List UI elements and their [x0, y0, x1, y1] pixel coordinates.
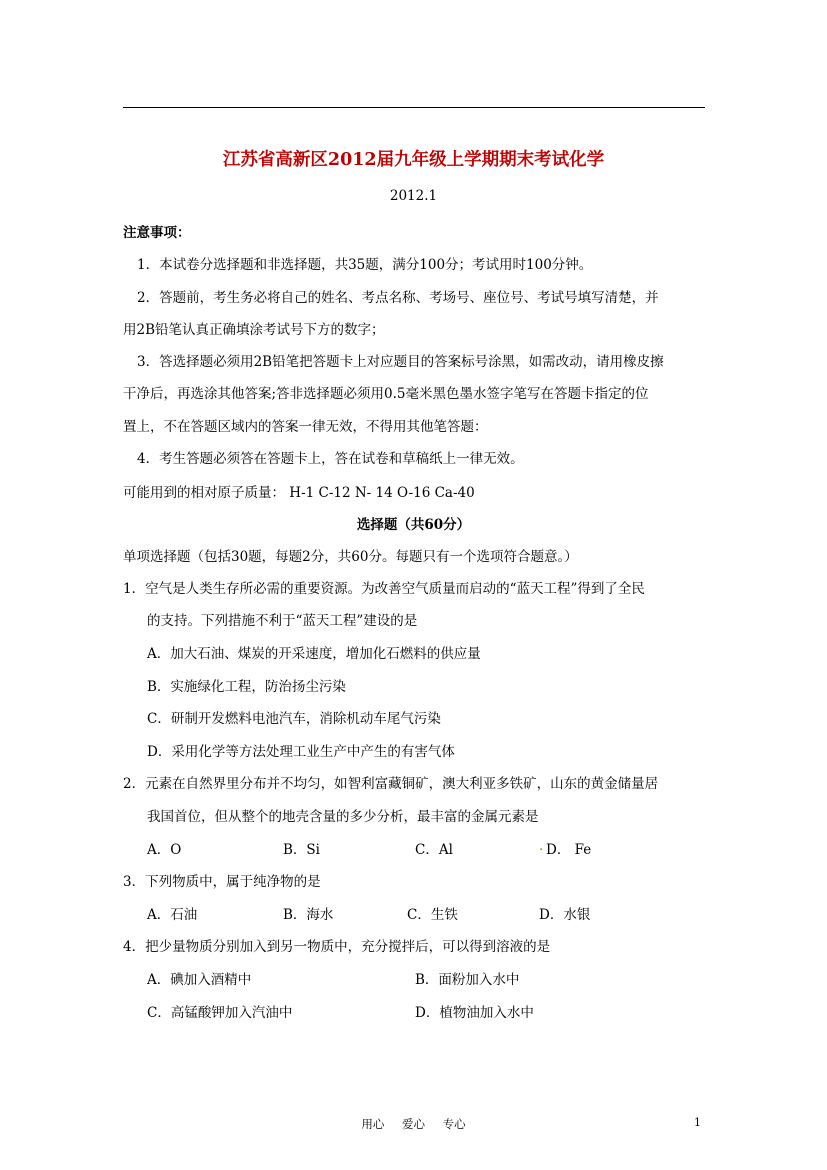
notice-line: 置上，不在答题区域内的答案一律无效，不得用其他笔答题： [123, 419, 488, 435]
section-intro: 单项选择题（包括30题，每题2分，共60分。每题只有一个选项符合题意。） [123, 549, 578, 565]
page-number: 1 [694, 1116, 701, 1129]
question-3-option-b: B．海水 [283, 907, 334, 923]
question-2-option-a: A．O [147, 842, 182, 858]
question-4-stem: 4．把少量物质分别加入到另一物质中，充分搅拌后，可以得到溶液的是 [123, 939, 551, 955]
question-4-option-b: B．面粉加入水中 [415, 972, 520, 988]
question-4-option-a: A．碘加入酒精中 [147, 972, 252, 988]
question-3-option-c: C．生铁 [407, 907, 458, 923]
question-1-stem: 的支持。下列措施不利于“蓝天工程”建设的是 [147, 613, 418, 629]
notice-line: 干净后，再选涂其他答案;答非选择题必须用0.5毫米黑色墨水签字笔写在答题卡指定的位 [123, 386, 649, 402]
page-footer [0, 1116, 827, 1132]
question-2-stem: 2．元素在自然界里分布并不均匀，如智利富藏铜矿，澳大利亚多铁矿，山东的黄金储量居 [123, 776, 659, 792]
footer-text: 专心 [442, 1117, 466, 1131]
question-2-option-b: B．Si [283, 842, 320, 858]
section-title: 选择题（共60分） [356, 517, 471, 533]
question-3-option-a: A．石油 [147, 907, 198, 923]
question-2-option-d: D． Fe [546, 842, 592, 858]
question-2-mark: . [539, 838, 544, 854]
notice-line: 2．答题前，考生务必将自己的姓名、考点名称、考场号、座位号、考试号填写清楚，并 [137, 290, 659, 306]
question-3-option-d: D．水银 [539, 907, 591, 923]
question-1-option-b: B．实施绿化工程，防治扬尘污染 [147, 679, 346, 695]
header-rule [123, 107, 705, 108]
exam-date: 2012.1 [389, 188, 438, 204]
notice-line: 用2B铅笔认真正确填涂考试号下方的数字； [123, 322, 385, 338]
footer-text: 爱心 [402, 1117, 425, 1131]
question-1-option-a: A．加大石油、煤炭的开采速度，增加化石燃料的供应量 [147, 646, 481, 662]
atomic-mass-line: 可能用到的相对原子质量： H-1 C-12 N- 14 O-16 Ca-40 [123, 485, 475, 501]
question-4-option-d: D．植物油加入水中 [415, 1005, 534, 1021]
question-4-option-c: C．高锰酸钾加入汽油中 [147, 1005, 293, 1021]
question-1-stem: 1．空气是人类生存所必需的重要资源。为改善空气质量而启动的“蓝天工程”得到了全民 [123, 581, 645, 597]
question-1-option-d: D．采用化学等方法处理工业生产中产生的有害气体 [147, 744, 455, 760]
notice-line: 1．本试卷分选择题和非选择题，共35题，满分100分；考试用时100分钟。 [137, 257, 593, 273]
notice-line: 3．答选择题必须用2B铅笔把答题卡上对应题目的答案标号涂黑，如需改动，请用橡皮擦 [137, 354, 664, 370]
notice-line: 4．考生答题必须答在答题卡上，答在试卷和草稿纸上一律无效。 [137, 451, 524, 467]
document-title: 江苏省高新区2012届九年级上学期期末考试化学 [222, 150, 605, 170]
question-1-option-c: C．研制开发燃料电池汽车，消除机动车尾气污染 [147, 711, 441, 727]
question-2-stem: 我国首位，但从整个的地壳含量的多少分析，最丰富的金属元素是 [147, 809, 539, 825]
footer-text: 用心 [361, 1117, 385, 1131]
notice-heading: 注意事项： [123, 225, 191, 241]
question-2-option-c: C．Al [415, 842, 453, 858]
question-3-stem: 3．下列物质中，属于纯净物的是 [123, 874, 321, 890]
